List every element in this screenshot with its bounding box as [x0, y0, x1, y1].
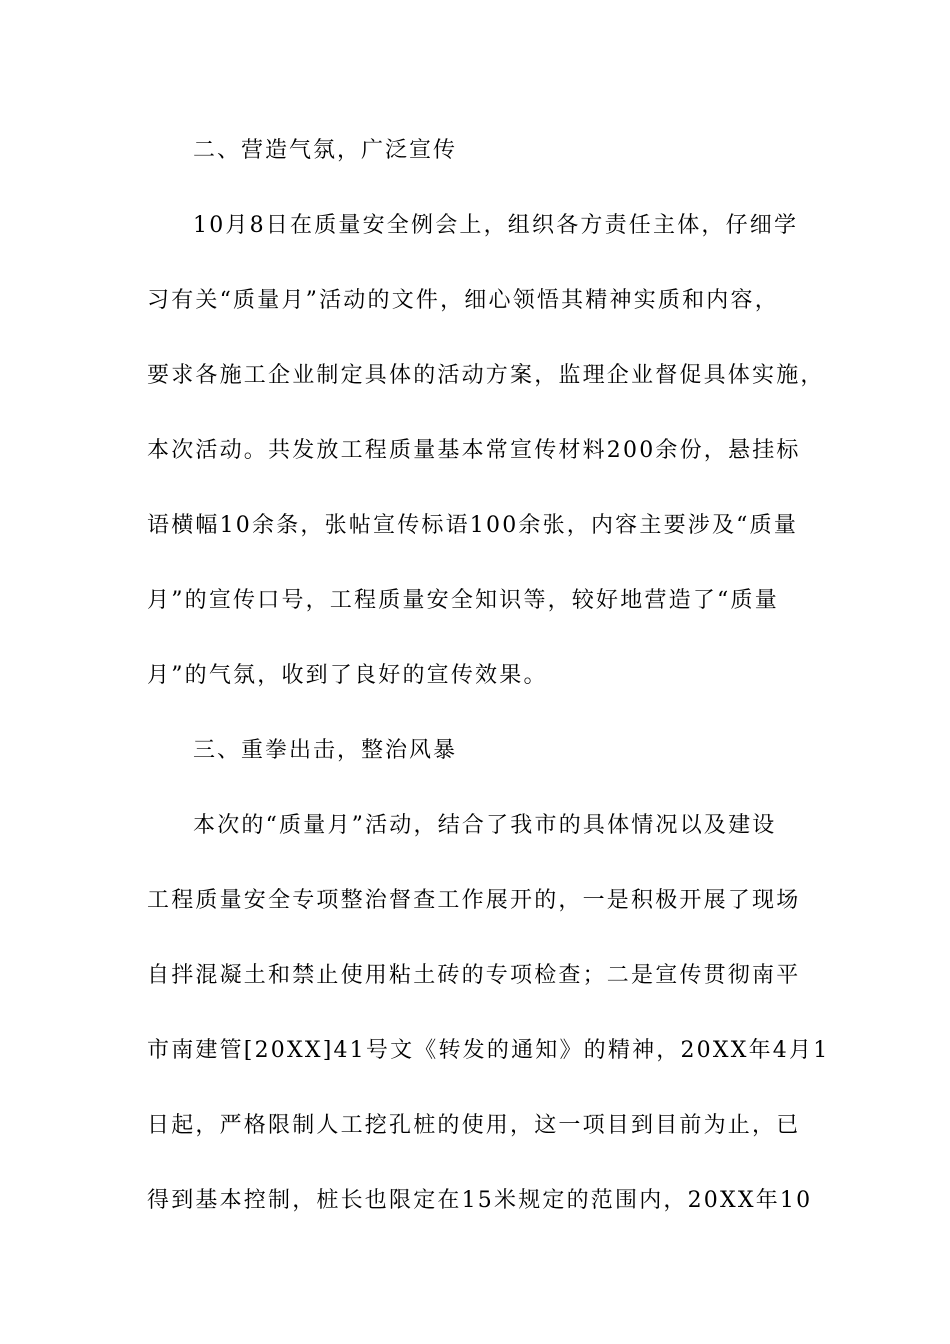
paragraph-line: 习有关“质量月”活动的文件，细心领悟其精神实质和内容， [147, 288, 779, 313]
paragraph-line: 10月8日在质量安全例会上，组织各方责任主体，仔细学 [193, 213, 799, 238]
paragraph-line: 语横幅10余条，张帖宣传标语100余张，内容主要涉及“质量 [147, 513, 799, 538]
paragraph-line: 得到基本控制，桩长也限定在15米规定的范围内，20XX年10 [147, 1188, 813, 1213]
paragraph-line: 市南建管[20XX]41号文《转发的通知》的精神，20XX年4月1 [147, 1038, 830, 1063]
section-heading: 二、营造气氛，广泛宣传 [193, 138, 458, 163]
paragraph-line: 本次的“质量月”活动，结合了我市的具体情况以及建设 [193, 813, 777, 838]
paragraph-line: 日起，严格限制人工挖孔桩的使用，这一项目到目前为止，已 [147, 1113, 801, 1138]
paragraph-line: 要求各施工企业制定具体的活动方案，监理企业督促具体实施， [147, 363, 825, 388]
paragraph-line: 月”的气氛，收到了良好的宣传效果。 [147, 663, 548, 688]
paragraph-line: 自拌混凝土和禁止使用粘土砖的专项检查；二是宣传贯彻南平 [147, 963, 801, 988]
paragraph-line: 月”的宣传口号，工程质量安全知识等，较好地营造了“质量 [147, 588, 779, 613]
paragraph-line: 本次活动。共发放工程质量基本常宣传材料200余份，悬挂标 [147, 438, 801, 463]
paragraph-line: 工程质量安全专项整治督查工作展开的，一是积极开展了现场 [147, 888, 801, 913]
section-heading: 三、重拳出击，整治风暴 [193, 738, 458, 763]
